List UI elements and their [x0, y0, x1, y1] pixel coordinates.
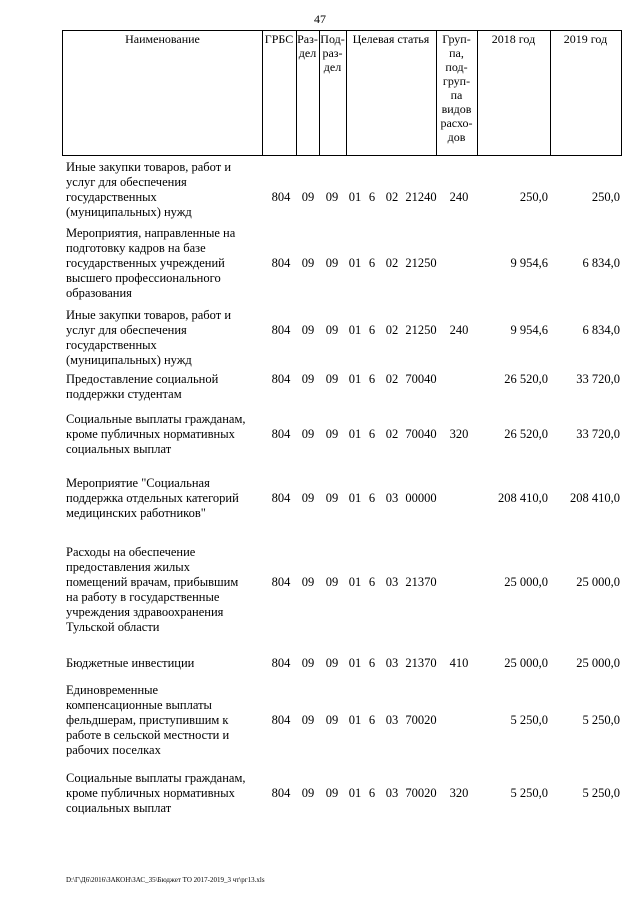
row-name-line: подготовку кадров на базе	[66, 241, 206, 255]
cell-2019: 5 250,0	[582, 713, 620, 727]
cell-target-direction: 70020	[405, 786, 437, 800]
cell-target-direction: 21370	[405, 575, 437, 589]
cell-2018: 9 954,6	[510, 256, 548, 270]
cell-2019: 33 720,0	[576, 372, 620, 386]
row-name-line: государственных учреждений	[66, 256, 225, 270]
header-razdel	[296, 31, 319, 155]
row-name-line: работе в сельской местности и	[66, 728, 230, 742]
row-name-line: Социальные выплаты гражданам,	[66, 771, 246, 785]
row-name-line: помещений врачам, прибывшим	[66, 575, 239, 589]
row-name-line: компенсационные выплаты	[66, 698, 212, 712]
header-group-line: видов	[441, 102, 472, 116]
row-name-line: на работу в государственные	[66, 590, 220, 604]
header-group-line: расхо-	[440, 116, 473, 130]
cell-target-program: 01	[348, 256, 362, 270]
cell-grbs: 804	[271, 256, 291, 270]
cell-target-event: 03	[385, 491, 399, 505]
cell-target-subprogram: 6	[368, 323, 376, 337]
row-name-line: поддержка отдельных категорий	[66, 491, 239, 505]
cell-2018: 250,0	[519, 190, 548, 204]
file-path-footer: D:\Г\Д6\2016\ЗАКОН\ЗАС_35\Бюджет ТО 2017-2019_3 чт\рг13.xls	[66, 876, 265, 884]
cell-razdel: 09	[301, 713, 315, 727]
cell-target-subprogram: 6	[368, 575, 376, 589]
cell-target-subprogram: 6	[368, 713, 376, 727]
cell-podrazdel: 09	[325, 323, 339, 337]
table-row	[0, 372, 640, 402]
cell-target-event: 02	[385, 372, 399, 386]
header-group-line: под-	[445, 60, 468, 74]
cell-2019: 25 000,0	[576, 656, 620, 670]
row-name-line: (муниципальных) нужд	[66, 205, 192, 219]
cell-2018: 208 410,0	[498, 491, 548, 505]
cell-2019: 5 250,0	[582, 786, 620, 800]
cell-2019: 6 834,0	[582, 323, 620, 337]
cell-razdel: 09	[301, 323, 315, 337]
cell-target-subprogram: 6	[368, 427, 376, 441]
cell-target-event: 02	[385, 256, 399, 270]
cell-podrazdel: 09	[325, 427, 339, 441]
cell-razdel: 09	[301, 786, 315, 800]
row-name	[66, 545, 266, 635]
header-target: Целевая статья	[352, 32, 430, 46]
header-group-line: груп-	[442, 74, 471, 88]
row-name-line: государственных	[66, 190, 157, 204]
row-name-line: Предоставление социальной	[66, 372, 219, 386]
header-group-line: па	[450, 88, 463, 102]
cell-target-program: 01	[348, 323, 362, 337]
header-podrazdel	[319, 31, 346, 155]
cell-target-program: 01	[348, 713, 362, 727]
cell-razdel: 09	[301, 575, 315, 589]
cell-target-subprogram: 6	[368, 256, 376, 270]
cell-target-subprogram: 6	[368, 190, 376, 204]
cell-target-direction: 70040	[405, 372, 437, 386]
row-name	[66, 372, 266, 402]
row-name-line: социальных выплат	[66, 442, 172, 456]
header-name: Наименование	[125, 32, 200, 46]
row-name-line: медицинских работников"	[66, 506, 206, 520]
row-name-line: учреждения здравоохранения	[66, 605, 224, 619]
header-grbs: ГРБС	[264, 32, 294, 46]
cell-podrazdel: 09	[325, 656, 339, 670]
table-row	[0, 771, 640, 816]
cell-target-subprogram: 6	[368, 372, 376, 386]
header-2018: 2018 год	[491, 32, 536, 46]
row-name-line: кроме публичных нормативных	[66, 786, 235, 800]
cell-target-direction: 70040	[405, 427, 437, 441]
cell-target-event: 03	[385, 786, 399, 800]
row-name-line: рабочих поселках	[66, 743, 161, 757]
cell-target-program: 01	[348, 190, 362, 204]
cell-target-direction: 21240	[405, 190, 437, 204]
cell-grbs: 804	[271, 575, 291, 589]
cell-expense-type: 240	[449, 190, 469, 204]
cell-2018: 25 000,0	[504, 575, 548, 589]
row-name-line: услуг для обеспечения	[66, 175, 187, 189]
row-name-line: поддержки студентам	[66, 387, 182, 401]
row-name-line: Расходы на обеспечение	[66, 545, 196, 559]
row-name-line: Иные закупки товаров, работ и	[66, 160, 232, 174]
header-group-line: Груп-	[442, 32, 471, 46]
cell-2018: 5 250,0	[510, 786, 548, 800]
row-name	[66, 656, 266, 671]
header-2019: 2019 год	[563, 32, 608, 46]
cell-grbs: 804	[271, 427, 291, 441]
row-name	[66, 683, 266, 758]
table-row	[0, 656, 640, 671]
row-name-line: Социальные выплаты гражданам,	[66, 412, 246, 426]
row-name-line: фельдшерам, приступившим к	[66, 713, 229, 727]
cell-target-program: 01	[348, 575, 362, 589]
row-name-line: Тульской области	[66, 620, 160, 634]
cell-expense-type: 240	[449, 323, 469, 337]
cell-target-event: 02	[385, 427, 399, 441]
header-group-line: дов	[447, 130, 466, 144]
page-number: 47	[314, 12, 326, 26]
header-podrazdel-line: раз-	[322, 46, 343, 60]
row-name	[66, 308, 266, 368]
row-name-line: Бюджетные инвестиции	[66, 656, 195, 670]
cell-target-subprogram: 6	[368, 491, 376, 505]
cell-razdel: 09	[301, 256, 315, 270]
table-row	[0, 412, 640, 457]
cell-2019: 33 720,0	[576, 427, 620, 441]
cell-2018: 9 954,6	[510, 323, 548, 337]
cell-target-program: 01	[348, 427, 362, 441]
cell-target-subprogram: 6	[368, 656, 376, 670]
cell-podrazdel: 09	[325, 190, 339, 204]
table-row	[0, 476, 640, 521]
cell-target-event: 03	[385, 575, 399, 589]
row-name-line: услуг для обеспечения	[66, 323, 187, 337]
table-row	[0, 545, 640, 635]
row-name	[66, 771, 266, 816]
row-name-line: Единовременные	[66, 683, 159, 697]
cell-razdel: 09	[301, 372, 315, 386]
cell-2018: 5 250,0	[510, 713, 548, 727]
cell-target-subprogram: 6	[368, 786, 376, 800]
header-razdel-line: Раз-	[297, 32, 318, 46]
row-name-line: Мероприятия, направленные на	[66, 226, 236, 240]
cell-razdel: 09	[301, 491, 315, 505]
row-name-line: (муниципальных) нужд	[66, 353, 192, 367]
table-row	[0, 308, 640, 368]
cell-grbs: 804	[271, 656, 291, 670]
row-name-line: Мероприятие "Социальная	[66, 476, 210, 490]
table-row	[0, 160, 640, 220]
cell-grbs: 804	[271, 372, 291, 386]
cell-target-direction: 21250	[405, 256, 437, 270]
cell-razdel: 09	[301, 656, 315, 670]
cell-2019: 25 000,0	[576, 575, 620, 589]
header-razdel-line: дел	[298, 46, 317, 60]
cell-2019: 250,0	[591, 190, 620, 204]
row-name-line: Иные закупки товаров, работ и	[66, 308, 232, 322]
header-podrazdel-line: Под-	[320, 32, 345, 46]
cell-2019: 6 834,0	[582, 256, 620, 270]
cell-grbs: 804	[271, 323, 291, 337]
cell-podrazdel: 09	[325, 786, 339, 800]
cell-expense-type: 320	[449, 786, 469, 800]
cell-target-event: 03	[385, 656, 399, 670]
row-name-line: образования	[66, 286, 132, 300]
cell-target-direction: 21370	[405, 656, 437, 670]
cell-target-program: 01	[348, 656, 362, 670]
cell-target-event: 02	[385, 323, 399, 337]
cell-target-event: 03	[385, 713, 399, 727]
table-row	[0, 226, 640, 301]
cell-podrazdel: 09	[325, 372, 339, 386]
header-podrazdel-line: дел	[323, 60, 342, 74]
cell-2018: 25 000,0	[504, 656, 548, 670]
cell-grbs: 804	[271, 491, 291, 505]
cell-target-program: 01	[348, 372, 362, 386]
cell-podrazdel: 09	[325, 575, 339, 589]
cell-2019: 208 410,0	[570, 491, 620, 505]
cell-grbs: 804	[271, 786, 291, 800]
cell-grbs: 804	[271, 190, 291, 204]
cell-2018: 26 520,0	[504, 372, 548, 386]
row-name-line: предоставления жилых	[66, 560, 190, 574]
row-name-line: государственных	[66, 338, 157, 352]
cell-podrazdel: 09	[325, 491, 339, 505]
cell-target-direction: 70020	[405, 713, 437, 727]
row-name	[66, 412, 266, 457]
cell-expense-type: 410	[449, 656, 469, 670]
cell-razdel: 09	[301, 190, 315, 204]
row-name-line: высшего профессионального	[66, 271, 221, 285]
row-name	[66, 476, 266, 521]
row-name	[66, 226, 266, 301]
row-name	[66, 160, 266, 220]
cell-target-program: 01	[348, 491, 362, 505]
cell-target-direction: 00000	[405, 491, 437, 505]
cell-target-program: 01	[348, 786, 362, 800]
table-header	[62, 30, 622, 156]
cell-razdel: 09	[301, 427, 315, 441]
cell-target-direction: 21250	[405, 323, 437, 337]
table-row	[0, 683, 640, 758]
cell-grbs: 804	[271, 713, 291, 727]
cell-podrazdel: 09	[325, 256, 339, 270]
row-name-line: кроме публичных нормативных	[66, 427, 235, 441]
row-name-line: социальных выплат	[66, 801, 172, 815]
header-group-line: па,	[449, 46, 464, 60]
header-group	[436, 31, 477, 155]
cell-2018: 26 520,0	[504, 427, 548, 441]
cell-target-event: 02	[385, 190, 399, 204]
cell-expense-type: 320	[449, 427, 469, 441]
cell-podrazdel: 09	[325, 713, 339, 727]
